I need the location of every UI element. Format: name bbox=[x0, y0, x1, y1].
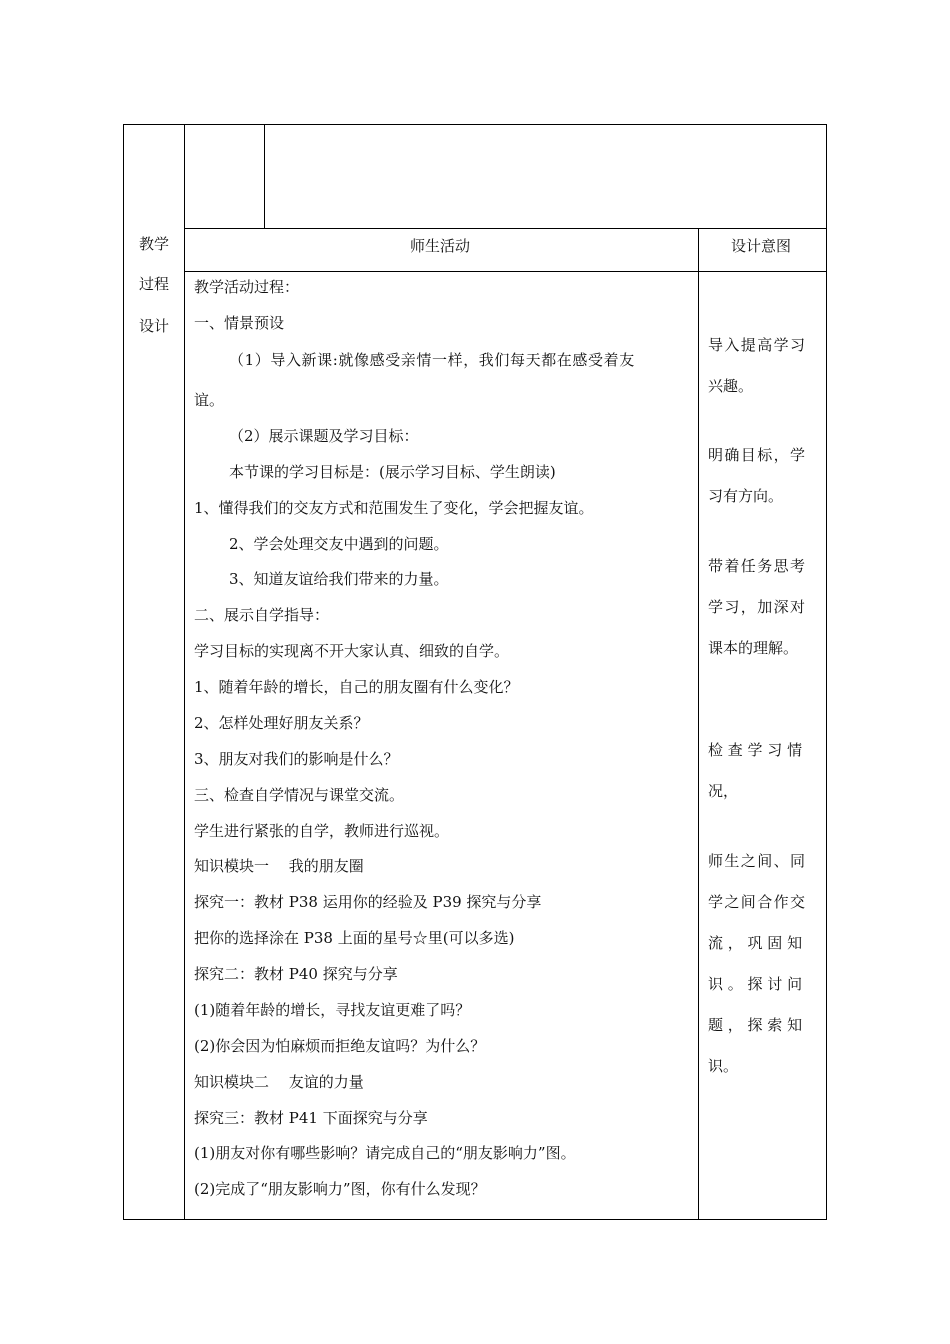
header-activity: 师生活动 bbox=[410, 237, 471, 255]
activity-line: 学习目标的实现离不开大家认真、细致的自学。 bbox=[194, 642, 510, 660]
intent-line: 习有方向。 bbox=[708, 487, 784, 505]
activity-line: (1)随着年龄的增长，寻找友谊更难了吗？ bbox=[194, 1001, 471, 1019]
activity-line: 把你的选择涂在 P38 上面的星号☆里(可以多选) bbox=[194, 929, 515, 947]
intent-line: 课本的理解。 bbox=[708, 639, 799, 657]
intent-line: 检 查 学 习 情 bbox=[708, 741, 803, 759]
activity-line: 教学活动过程： bbox=[194, 278, 300, 296]
intent-line: 学之间合作交 bbox=[708, 893, 807, 911]
column-divider-1 bbox=[184, 124, 185, 1220]
activity-line: 知识模块一 我的朋友圈 bbox=[194, 857, 364, 875]
activity-line: (2)你会因为怕麻烦而拒绝友谊吗？为什么？ bbox=[194, 1037, 486, 1055]
table-border-top bbox=[123, 124, 827, 125]
row-divider-top bbox=[184, 228, 827, 229]
activity-line: 3、知道友谊给我们带来的力量。 bbox=[229, 570, 449, 588]
activity-line: 三、检查自学情况与课堂交流。 bbox=[194, 786, 405, 804]
column-divider-intent bbox=[698, 228, 699, 1220]
intent-line: 题 ， 探 索 知 bbox=[708, 1016, 803, 1034]
activity-line: 探究三：教材 P41 下面探究与分享 bbox=[194, 1109, 428, 1127]
table-border-bottom bbox=[123, 1219, 827, 1220]
row-divider-header bbox=[184, 271, 827, 272]
intent-line: 师生之间、同 bbox=[708, 852, 807, 870]
activity-line: 2、怎样处理好朋友关系？ bbox=[194, 714, 369, 732]
activity-line: 本节课的学习目标是：(展示学习目标、学生朗读) bbox=[229, 463, 556, 481]
intent-line: 况， bbox=[708, 782, 739, 800]
intent-line: 导入提高学习 bbox=[708, 336, 807, 354]
activity-line: 3、朋友对我们的影响是什么？ bbox=[194, 750, 399, 768]
intent-line: 识 。 探 讨 问 bbox=[708, 975, 803, 993]
table-border-right bbox=[826, 124, 827, 1220]
activity-line: 探究一：教材 P38 运用你的经验及 P39 探究与分享 bbox=[194, 893, 542, 911]
activity-line: 一、情景预设 bbox=[194, 314, 285, 332]
activity-line: (1)朋友对你有哪些影响？请完成自己的“朋友影响力”图。 bbox=[194, 1144, 576, 1162]
activity-line: 学生进行紧张的自学，教师进行巡视。 bbox=[194, 822, 450, 840]
activity-line: (2)完成了“朋友影响力”图，你有什么发现？ bbox=[194, 1180, 486, 1198]
intent-line: 流 ， 巩 固 知 bbox=[708, 934, 803, 952]
row-label-line-3: 设计 bbox=[139, 317, 170, 335]
row-label-line-1: 教学 bbox=[139, 235, 170, 253]
activity-line: 二、展示自学指导： bbox=[194, 606, 330, 624]
activity-line: 知识模块二 友谊的力量 bbox=[194, 1073, 364, 1091]
intent-line: 识。 bbox=[708, 1057, 739, 1075]
activity-line: 谊。 bbox=[194, 391, 225, 409]
intent-line: 兴趣。 bbox=[708, 377, 754, 395]
intent-line: 明确目标，学 bbox=[708, 446, 807, 464]
activity-line: （1）导入新课:就像感受亲情一样，我们每天都在感受着友 bbox=[229, 351, 635, 369]
activity-line: 1、懂得我们的交友方式和范围发生了变化，学会把握友谊。 bbox=[194, 499, 594, 517]
activity-line: 1、随着年龄的增长，自己的朋友圈有什么变化？ bbox=[194, 678, 519, 696]
activity-line: 探究二：教材 P40 探究与分享 bbox=[194, 965, 398, 983]
activity-line: （2）展示课题及学习目标： bbox=[229, 427, 419, 445]
activity-line: 2、学会处理交友中遇到的问题。 bbox=[229, 535, 449, 553]
intent-line: 带着任务思考 bbox=[708, 557, 807, 575]
header-intent: 设计意图 bbox=[731, 237, 792, 255]
table-border-left bbox=[123, 124, 124, 1220]
column-divider-top-inner bbox=[264, 124, 265, 229]
intent-line: 学习，加深对 bbox=[708, 598, 807, 616]
row-label-line-2: 过程 bbox=[139, 275, 170, 293]
